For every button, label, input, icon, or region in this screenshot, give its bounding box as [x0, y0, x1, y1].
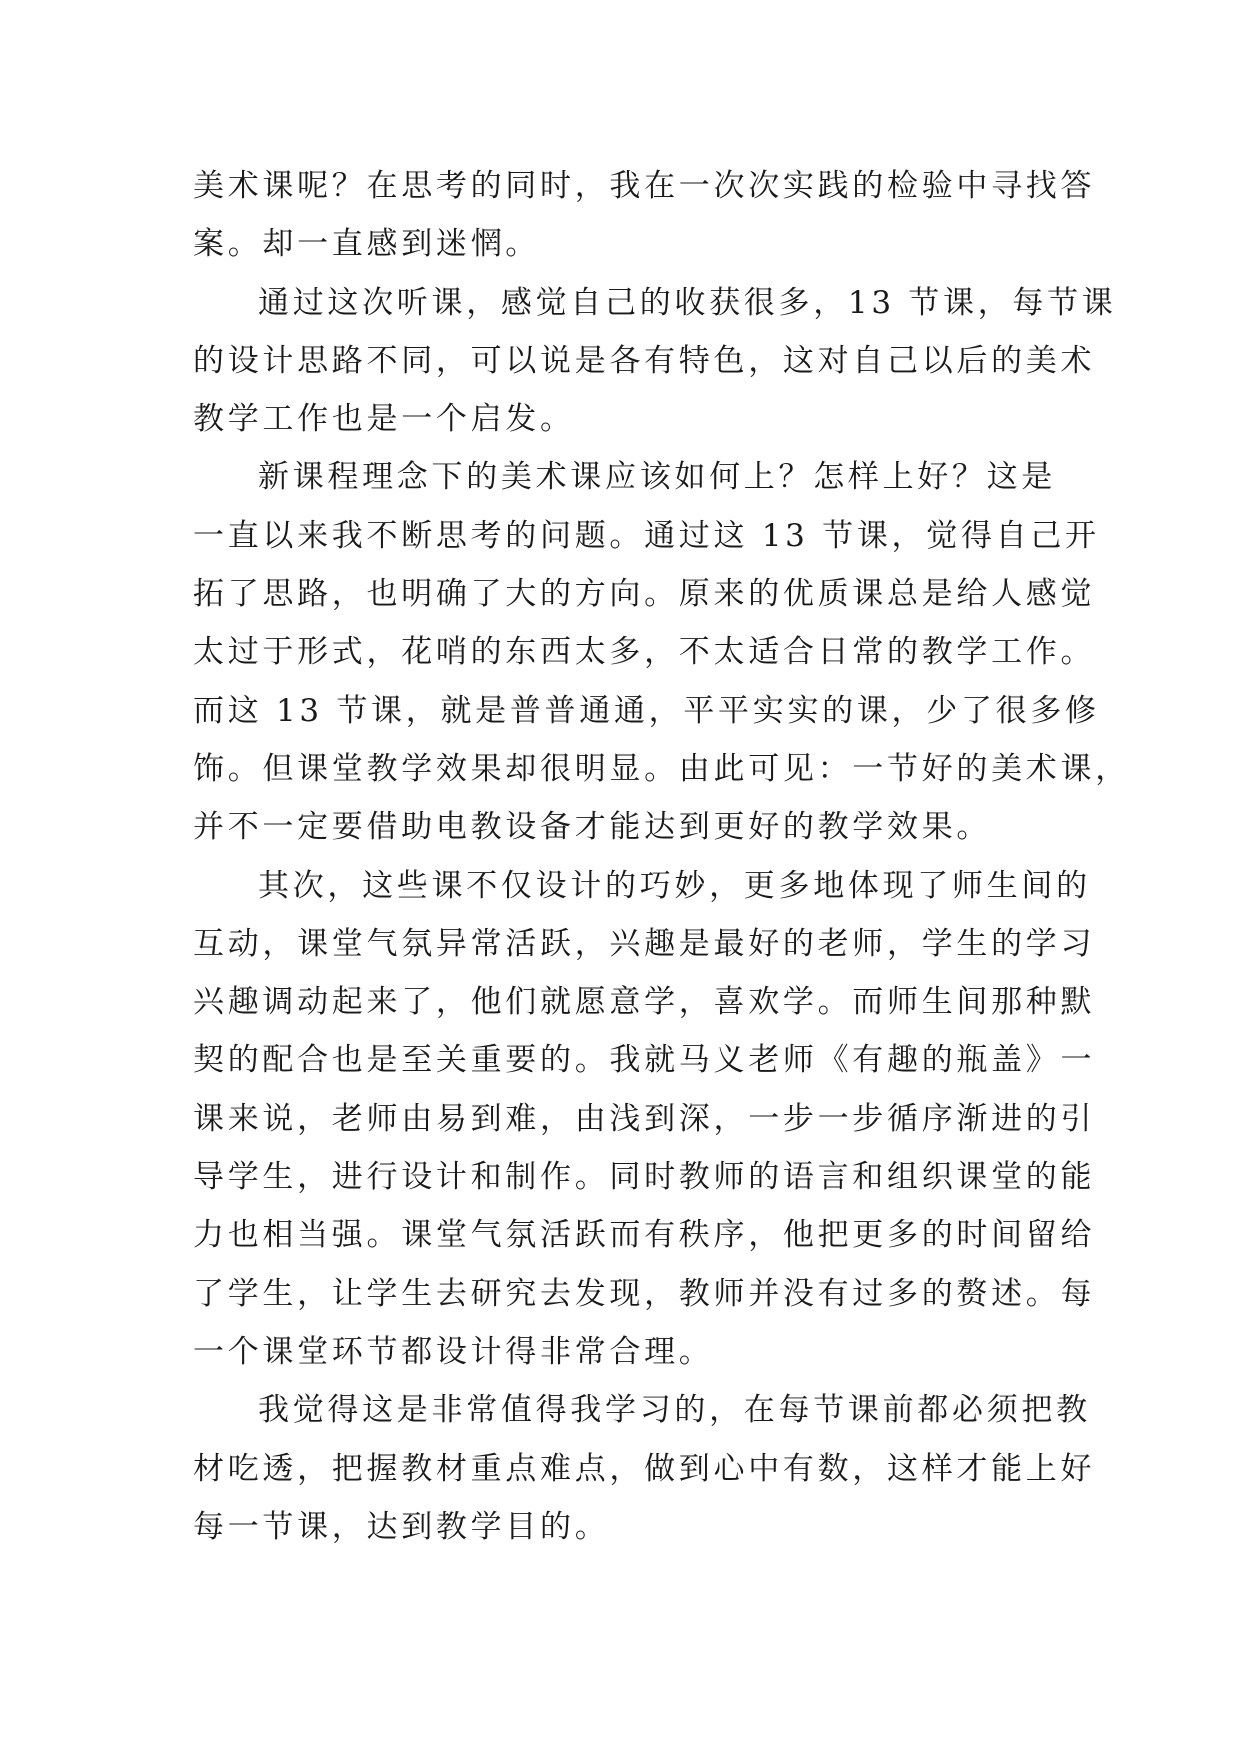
paragraph-first-line: 其次，这些课不仅设计的巧妙，更多地体现了师生间的 — [258, 867, 1091, 904]
text-line: 拓了思路，也明确了大的方向。原来的优质课总是给人感觉 — [193, 576, 1096, 613]
text-line: 一直以来我不断思考的问题。通过这 13 节课，觉得自己开 — [193, 517, 1100, 554]
text-line: 并不一定要借助电教设备才能达到更好的教学效果。 — [193, 809, 992, 846]
text-line: 力也相当强。课堂气氛活跃而有秩序，他把更多的时间留给 — [193, 1217, 1096, 1254]
text-line: 案。却一直感到迷惘。 — [193, 226, 540, 263]
paragraph-first-line: 通过这次听课，感觉自己的收获很多，13 节课，每节课 — [258, 284, 1117, 321]
text-line: 了学生，让学生去研究去发现，教师并没有过多的赘述。每 — [193, 1275, 1096, 1312]
paragraph-first-line: 我觉得这是非常值得我学习的，在每节课前都必须把教 — [258, 1392, 1091, 1429]
text-line: 互动，课堂气氛异常活跃，兴趣是最好的老师，学生的学习 — [193, 925, 1096, 962]
paragraph-first-line: 新课程理念下的美术课应该如何上？怎样上好？这是 — [258, 459, 1057, 496]
text-line: 每一节课，达到教学目的。 — [193, 1508, 610, 1545]
text-line: 契的配合也是至关重要的。我就马义老师《有趣的瓶盖》一 — [193, 1042, 1096, 1079]
text-line: 课来说，老师由易到难，由浅到深，一步一步循序渐进的引 — [193, 1100, 1096, 1137]
text-line: 材吃透，把握教材重点难点，做到心中有数，这样才能上好 — [193, 1450, 1096, 1487]
body-text — [193, 157, 1130, 1556]
text-line: 太过于形式，花哨的东西太多，不太适合日常的教学工作。 — [193, 634, 1096, 671]
text-line: 饰。但课堂教学效果却很明显。由此可见：一节好的美术课， — [193, 750, 1130, 787]
text-line: 美术课呢？在思考的同时，我在一次次实践的检验中寻找答 — [193, 168, 1096, 204]
text-line: 教学工作也是一个启发。 — [193, 401, 575, 438]
text-line: 导学生，进行设计和制作。同时教师的语言和组织课堂的能 — [193, 1159, 1096, 1196]
text-line: 一个课堂环节都设计得非常合理。 — [193, 1333, 714, 1370]
text-line: 而这 13 节课，就是普普通通，平平实实的课，少了很多修 — [193, 692, 1100, 729]
text-line: 的设计思路不同，可以说是各有特色，这对自己以后的美术 — [193, 342, 1096, 379]
text-line: 兴趣调动起来了，他们就愿意学，喜欢学。而师生间那种默 — [193, 984, 1096, 1021]
